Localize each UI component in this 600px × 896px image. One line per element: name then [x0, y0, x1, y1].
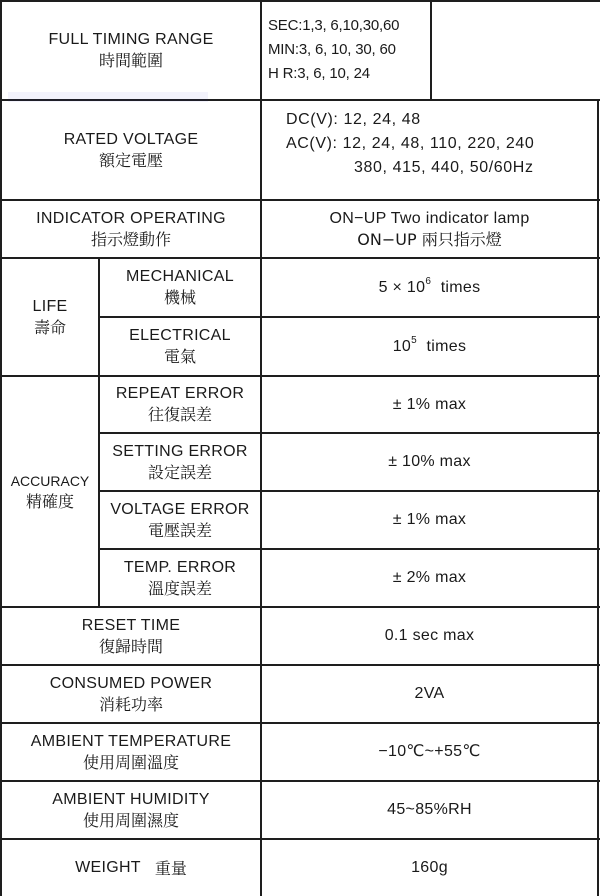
weight-value	[262, 840, 597, 896]
electrical-base: 10	[392, 337, 412, 355]
ambient-temperature-label	[2, 724, 260, 780]
mechanical-exp: 6	[425, 275, 432, 287]
weight-value-text: 160g	[411, 859, 448, 876]
weight-label	[2, 840, 260, 896]
electrical-label-zh: 電氣	[163, 347, 196, 366]
indicator-value-en: ON−UP Two indicator lamp	[329, 209, 530, 227]
rated-voltage-ac	[286, 132, 534, 156]
electrical-label	[100, 318, 260, 375]
ambient-humidity-label-zh: 使用周圍濕度	[82, 810, 179, 830]
life-label	[2, 259, 98, 375]
dc-values: 12, 24, 48	[343, 111, 421, 128]
reset-time-label	[2, 608, 260, 664]
electrical-exp: 5	[411, 334, 418, 346]
mechanical-label	[100, 259, 260, 316]
table-border-right	[597, 100, 599, 896]
indicator-value-zh: ON−UP 兩只指示燈	[357, 229, 502, 249]
weight-label-zh: 重量	[154, 858, 187, 878]
mechanical-value-text	[378, 275, 481, 298]
setting-error-value-text: ± 10% max	[388, 453, 471, 470]
timing-box-right	[430, 0, 432, 100]
mechanical-label-en: MECHANICAL	[126, 268, 234, 285]
dc-prefix: DC(V):	[286, 111, 339, 128]
repeat-error-label-en: REPEAT ERROR	[115, 385, 245, 402]
consumed-power-label-en: CONSUMED POWER	[49, 674, 213, 692]
rated-voltage-values	[286, 108, 596, 192]
rated-voltage-label-en: RATED VOLTAGE	[63, 130, 199, 148]
ambient-humidity-value-text: 45~85%RH	[387, 801, 472, 818]
ac-prefix: AC(V):	[286, 135, 338, 152]
electrical-value	[262, 318, 597, 375]
electrical-label-en: ELECTRICAL	[129, 327, 231, 344]
ambient-temperature-value	[262, 724, 597, 780]
voltage-error-label-en: VOLTAGE ERROR	[110, 500, 250, 518]
timing-range-label-en: FULL TIMING RANGE	[48, 31, 214, 48]
reset-time-label-zh: 復歸時間	[98, 636, 163, 656]
accuracy-label-en: ACCURACY	[10, 473, 90, 489]
timing-range-sec: SEC:1,3, 6,10,30,60	[268, 17, 400, 34]
ambient-temperature-label-en: AMBIENT TEMPERATURE	[30, 732, 232, 750]
rated-voltage-label	[2, 101, 260, 199]
setting-error-label-en: SETTING ERROR	[112, 442, 248, 460]
ac-values-1: 12, 24, 48, 110, 220, 240	[342, 135, 535, 152]
timing-range-values	[268, 3, 430, 97]
reset-time-value-text: 0.1 sec max	[384, 627, 475, 644]
temp-error-value-text: ± 2% max	[392, 569, 467, 586]
electrical-unit: times	[426, 337, 467, 355]
rated-voltage-label-zh: 額定電壓	[98, 150, 163, 170]
repeat-error-label-zh: 往復誤差	[147, 405, 212, 424]
ambient-humidity-label	[2, 782, 260, 838]
timing-range-label-zh: 時間範圍	[98, 51, 163, 70]
timing-range-hr: H R:3, 6, 10, 24	[268, 65, 370, 82]
reset-time-label-en: RESET TIME	[81, 616, 181, 634]
temp-error-label-zh: 溫度誤差	[147, 578, 212, 598]
voltage-error-value-text: ± 1% max	[392, 511, 467, 528]
indicator-label	[2, 201, 260, 257]
accuracy-label	[2, 377, 98, 606]
consumed-power-value-text: 2VA	[414, 685, 445, 702]
consumed-power-value	[262, 666, 597, 722]
weight-label-en: WEIGHT	[75, 859, 141, 876]
repeat-error-value-text: ± 1% max	[392, 395, 467, 413]
reset-time-value	[262, 608, 597, 664]
setting-error-label	[100, 434, 260, 490]
indicator-label-en: INDICATOR OPERATING	[36, 209, 226, 227]
temp-error-label	[100, 550, 260, 606]
temp-error-value	[262, 550, 597, 606]
ambient-temperature-label-zh: 使用周圍溫度	[82, 752, 179, 772]
electrical-value-text	[392, 334, 467, 357]
indicator-label-zh: 指示燈動作	[90, 229, 171, 249]
mechanical-unit: times	[440, 278, 481, 296]
ambient-humidity-value	[262, 782, 597, 838]
timing-range-min: MIN:3, 6, 10, 30, 60	[268, 41, 396, 58]
rated-voltage-dc	[286, 108, 421, 132]
mechanical-value	[262, 259, 597, 316]
life-label-en: LIFE	[32, 297, 68, 315]
voltage-error-label	[100, 492, 260, 548]
setting-error-value	[262, 434, 597, 490]
voltage-error-value	[262, 492, 597, 548]
voltage-error-label-zh: 電壓誤差	[147, 520, 212, 540]
rated-voltage-ac-2: 380, 415, 440, 50/60Hz	[354, 159, 534, 176]
life-label-zh: 壽命	[33, 317, 66, 337]
mechanical-label-zh: 機械	[163, 288, 196, 307]
ambient-humidity-label-en: AMBIENT HUMIDITY	[52, 790, 210, 808]
indicator-value	[262, 201, 597, 257]
setting-error-label-zh: 設定誤差	[147, 462, 212, 482]
consumed-power-label	[2, 666, 260, 722]
consumed-power-label-zh: 消耗功率	[98, 694, 163, 714]
timing-range-label	[2, 2, 260, 99]
ambient-temperature-value-text: −10℃~+55℃	[378, 743, 481, 760]
temp-error-label-en: TEMP. ERROR	[123, 558, 237, 576]
accuracy-label-zh: 精確度	[25, 492, 74, 511]
repeat-error-value	[262, 377, 597, 432]
repeat-error-label	[100, 377, 260, 432]
mechanical-base: 5 × 10	[378, 278, 426, 296]
